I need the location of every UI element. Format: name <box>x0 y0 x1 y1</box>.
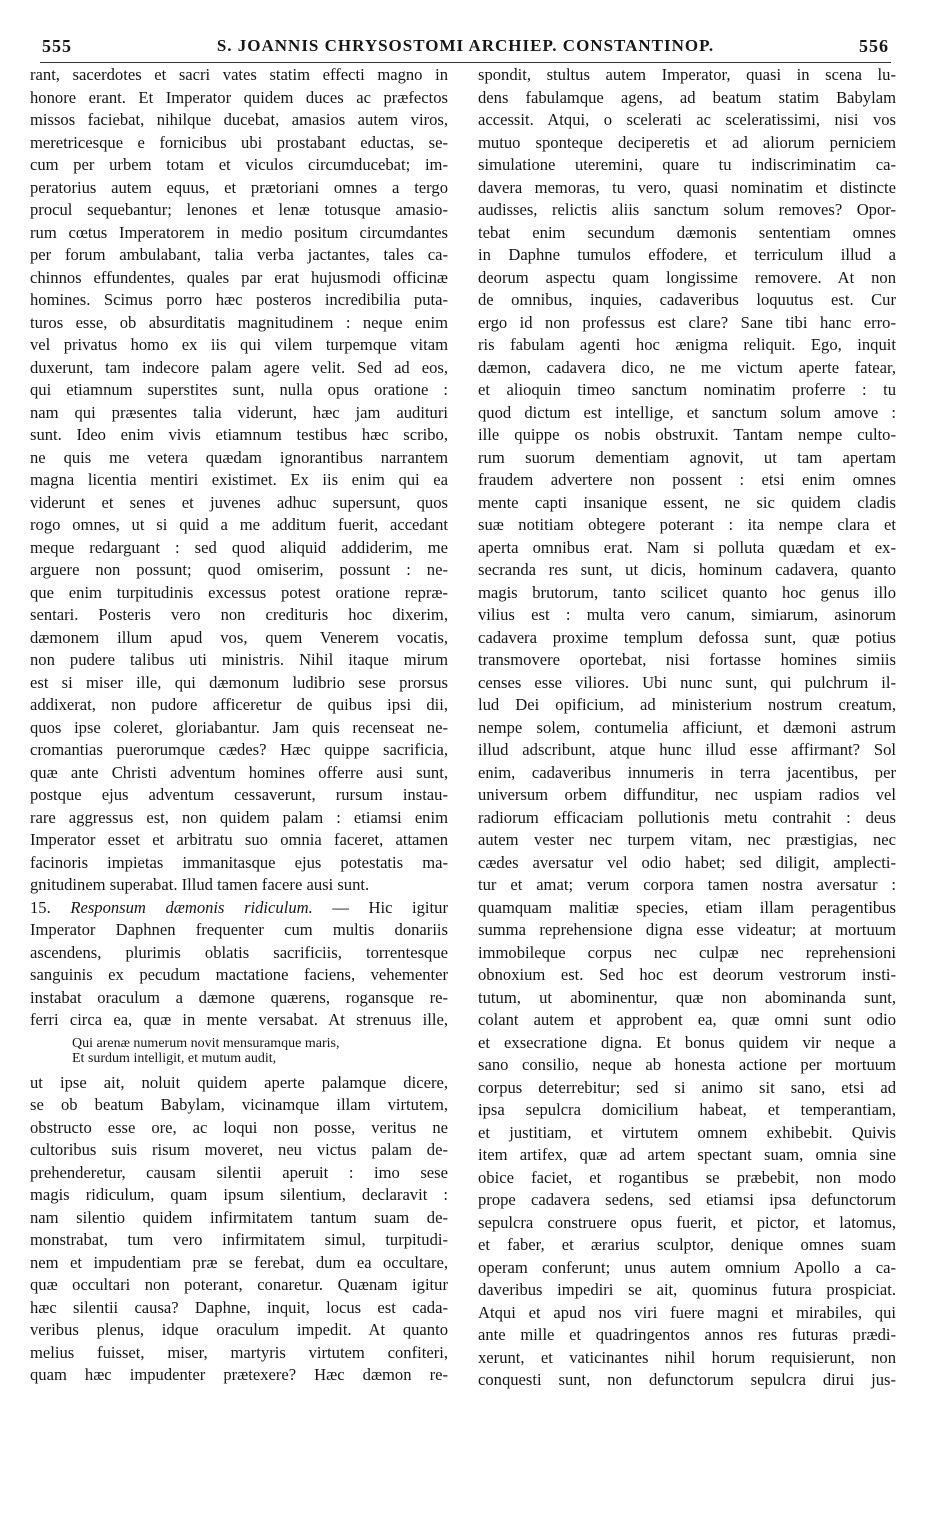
text-line: conquesti sunt, non defunctorum sepulcra dirui jus- <box>478 1370 896 1389</box>
running-header <box>40 36 891 63</box>
text-line: rare aggressus est, non quidem palam : etiamsi enim <box>30 807 448 827</box>
text-line: cædes aversatur vel odio habet; sed diligit, amplecti- <box>478 852 896 872</box>
text-line: item artifex, quæ ad artem spectant suam, omnia sine <box>478 1145 896 1164</box>
text-line: sano consilio, neque ab honesta actione per mortuum <box>478 1055 896 1074</box>
text-line: instabat oraculum a dæmone quærens, rogansque re- <box>30 987 448 1007</box>
text-line: arguere non possunt; quod omiserim, possunt : ne- <box>30 560 448 579</box>
text-line: sanguinis ex pecudum mactatione faciens, vehementer <box>30 965 448 984</box>
text-line: magis ridiculum, quam ipsum silentium, declaravit : <box>30 1185 448 1204</box>
text-line: obice faciet, et rogantibus se præbebit, non modo <box>478 1167 896 1187</box>
text-line: postque ejus adventum cessaverunt, rursum instau- <box>30 785 448 804</box>
text-line: ut ipse ait, noluit quidem aperte palamque dicere, <box>30 1072 448 1092</box>
text-line: meretricesque e fornicibus ubi prostabant eductas, se- <box>30 132 448 152</box>
section-number: 15. <box>30 897 51 917</box>
text-line: tutum, ut abominentur, quæ non abominanda sunt, <box>478 987 896 1007</box>
text-line: obnoxium est. Sed hoc est deorum vestrorum insti- <box>478 965 896 984</box>
text-line: quod dictum est intellige, et sanctum solum amove : <box>478 402 896 422</box>
text-line: cromantias puerorumque cædes? Hæc quippe sacrificia, <box>30 740 448 759</box>
text-line: mente capti insanique essent, ne sic quidem cladis <box>478 492 896 512</box>
text-line: radiorum efficaciam pollutionis metu contrahit : deus <box>478 807 896 827</box>
text-line: operam conferunt; unus autem omnium Apollo a ca- <box>478 1257 896 1277</box>
text-line: quæ occultari non poterant, conaretur. Quænam igitur <box>30 1275 448 1294</box>
text-line: magis brutorum, tanto scilicet quanto hoc genus illo <box>478 582 896 602</box>
right-column <box>478 64 896 1504</box>
text-line: meque redarguant : sed quod aliquid addiderim, me <box>30 537 448 557</box>
text-line: sunt. Ideo enim vivis etiamnum testibus hæc scribo, <box>30 425 448 444</box>
verse-quotation <box>30 1036 448 1066</box>
section-first-line-rest: — Hic igitur <box>332 897 448 917</box>
text-line: dens fabulamque agens, ad beatum statim Babylam <box>478 87 896 107</box>
left-column-text-a <box>30 64 448 897</box>
text-line: homines. Scimus porro hæc posteros incredibilia puta- <box>30 290 448 309</box>
text-line: peratorius autem equus, et prætoriani omnes a tergo <box>30 177 448 197</box>
text-line: daveribus impediri se ait, quominus futura prospiciat. <box>478 1280 896 1299</box>
text-line: nam silentio quidem infirmitatem tantum suam de- <box>30 1207 448 1227</box>
text-line: prope cadavera sedens, sed etiamsi ipsa defunctorum <box>478 1190 896 1209</box>
text-line: ascendens, plurimis oblatis sacrificiis, torrentesque <box>30 942 448 962</box>
text-line: ille quippe os nobis obstruxit. Tantam nempe culto- <box>478 425 896 444</box>
text-line: quos ipse coleret, gloriabantur. Jam quis recenseat ne- <box>30 717 448 737</box>
text-line: censes esse viliores. Ubi nunc sunt, qui pulchrum il- <box>478 672 896 692</box>
text-line: quamquam malitiæ species, etiam illam peragentibus <box>478 897 896 917</box>
text-line: rant, sacerdotes et sacri vates statim effecti magno in <box>30 65 448 84</box>
left-column <box>30 64 448 1504</box>
text-line: cadavera proxime templum defossa sunt, quæ potius <box>478 627 896 647</box>
text-line: illud adscribunt, atque hunc illud esse affirmant? Sol <box>478 740 896 759</box>
text-line: mutuo sponteque deciperetis et ad aliorum perniciem <box>478 132 896 152</box>
text-line: autem vester nec turpem vitam, nec præstigias, nec <box>478 830 896 849</box>
text-line: honore erant. Et Imperator quidem duces ac præfectos <box>30 87 448 107</box>
text-line: hæc silentii causa? Daphne, inquit, locus est cada- <box>30 1297 448 1317</box>
text-line: summa reprehensione digna esse videatur; at mortuum <box>478 920 896 939</box>
text-line: chinnos effundentes, quales par erat hujusmodi officinæ <box>30 267 448 287</box>
text-line: et faber, et ærarius sculptor, denique omnes suam <box>478 1235 896 1254</box>
text-line: duxerunt, tam indecore palam agere velit. Sed ad eos, <box>30 357 448 377</box>
text-line: colant autem et approbent ea, quæ omni sunt odio <box>478 1010 896 1029</box>
text-line: qui etiamnum superstites sunt, nulla opus oratione : <box>30 380 448 399</box>
text-line: dæmon, cadavera dico, ne me victum aperte fatear, <box>478 357 896 377</box>
text-line: secranda res sunt, ut dicis, hominum cadavera, quanto <box>478 560 896 579</box>
text-line: tebat enim secundum dæmonis sententiam omnes <box>478 222 896 242</box>
text-line: xerunt, et vaticinantes nihil horum requisierunt, non <box>478 1347 896 1367</box>
text-line: Imperator esset et arbitratu suo omnia faceret, attamen <box>30 830 448 849</box>
text-line: vilius est : multa vero canum, simiarum, asinorum <box>478 605 896 624</box>
verse-line: Qui arenæ numerum novit mensuramque maris, <box>72 1035 340 1051</box>
text-line: nempe solem, contumelia afficiunt, et dæmoni astrum <box>478 717 896 737</box>
text-line: est si miser ille, qui dæmonum ludibrio sese prorsus <box>30 672 448 692</box>
text-line: accessit. Atqui, o scelerati ac sceleratissimi, nisi vos <box>478 110 896 129</box>
text-line: suæ notitiam obtegere poterant : ita nempe clara et <box>478 515 896 534</box>
section-title: Responsum dæmonis ridiculum. <box>70 897 313 917</box>
text-line: melius fuisset, miser, martyris virtutem confiteri, <box>30 1342 448 1362</box>
text-line: nem et impudentiam præ se ferebat, dum ea occultare, <box>30 1252 448 1272</box>
text-line: gnitudinem superabat. Illud tamen facere ausi sunt. <box>30 875 370 894</box>
text-line: simulatione uteremini, quare tu indiscriminatim ca- <box>478 155 896 174</box>
text-line: magna licentia mentiri existimet. Ex iis enim qui ea <box>30 470 448 489</box>
text-line: rogo omnes, ut si quid a me additum fuerit, accedant <box>30 515 448 534</box>
page-number-left: 555 <box>42 36 72 56</box>
text-line: non pudere talibus uti ministris. Nihil itaque mirum <box>30 650 448 669</box>
text-line: audisses, relictis aliis sanctum solum removes? Opor- <box>478 200 896 219</box>
text-line: sentari. Posteris vero non credituris hoc dixerim, <box>30 605 448 624</box>
text-line: immobileque corpus nec culpæ nec reprehensioni <box>478 942 896 962</box>
text-line: quæ ante Christi adventum homines offerre ausi sunt, <box>30 762 448 782</box>
text-line: addixerat, non pudore afficeretur de quibus ipsi dii, <box>30 695 448 714</box>
text-line: se ob beatum Babylam, vicinamque illam virtutem, <box>30 1095 448 1114</box>
text-line: procul sequebantur; lenones et lenæ totusque amasio- <box>30 200 448 219</box>
text-line: Atqui et apud nos viri fuere magni et mirabiles, qui <box>478 1302 896 1322</box>
text-line: rum suorum dementiam agnovit, ut tam apertam <box>478 447 896 467</box>
text-line: et justitiam, et virtutem omnem exhibebit. Quivis <box>478 1122 896 1142</box>
text-line: facinoris impietas immanitasque ejus potestatis ma- <box>30 852 448 872</box>
text-line: sepulcra construere opus fuerit, et pictor, et latomus, <box>478 1212 896 1232</box>
text-line: cultoribus suis risum moveret, neu victus palam de- <box>30 1140 448 1159</box>
text-line: et alioquin timeo sanctum nominatim proferre : tu <box>478 380 896 399</box>
text-line: missos faciebat, nihilque ducebat, amasios autem viros, <box>30 110 448 129</box>
text-line: aperta omnibus erat. Nam si polluta quædam et ex- <box>478 537 896 557</box>
verse-line: Et surdum intelligit, et mutum audit, <box>72 1050 277 1066</box>
text-line: in Daphne tumulos effodere, et terriculum illud a <box>478 245 896 264</box>
text-line: nam qui præsentes talia viderunt, hæc jam audituri <box>30 402 448 422</box>
text-line: per forum ambulabant, talia verba jactantes, tales ca- <box>30 245 448 264</box>
text-line: prehenderetur, causam silentii aperuit : imo sese <box>30 1162 448 1182</box>
text-line: ne quis me vetera quædam ignorantibus narrantem <box>30 447 448 467</box>
text-line: lud Dei opificium, ad ministerium nostrum creatum, <box>478 695 896 714</box>
text-line: deorum aspectu quam longissime removere. At non <box>478 267 896 287</box>
left-column-text-b <box>30 919 448 1032</box>
text-line: vel privatus homo ex iis qui vilem turpemque vitam <box>30 335 448 354</box>
text-line: ferri circa ea, quæ in mente versabat. At strenuus ille, <box>30 1010 448 1029</box>
text-line: ris fabulam agenti hoc ænigma reliquit. Ego, inquit <box>478 335 896 354</box>
text-line: Imperator Daphnen frequenter cum multis donariis <box>30 920 448 939</box>
text-line: transmovere oportebat, nisi fortasse homines simiis <box>478 650 896 669</box>
text-line: rum cœtus Imperatorem in medio positum circumdantes <box>30 222 448 242</box>
text-line: de omnibus, inquies, cadaveribus loquutus est. Cur <box>478 290 896 309</box>
text-line: monstrabat, tum vero infirmitatem simul, turpitudi- <box>30 1230 448 1249</box>
text-line: davera memoras, tu vero, quasi nominatim et distincte <box>478 177 896 197</box>
text-line: spondit, stultus autem Imperator, quasi in scena lu- <box>478 65 896 84</box>
left-column-text-c <box>30 1072 448 1387</box>
text-line: quam hæc impudenter prætexere? Hæc dæmon re- <box>30 1365 448 1384</box>
page-number-right: 556 <box>859 36 889 56</box>
section-heading-line <box>30 897 448 920</box>
text-line: ante mille et quadringentos annos res futuras prædi- <box>478 1325 896 1344</box>
text-line: corpus deterrebitur; sed si animo sit sano, etsi ad <box>478 1077 896 1097</box>
text-line: enim, cadaveribus innumeris in terra jacentibus, per <box>478 762 896 782</box>
text-line: universum orbem diffunditur, nec uspiam radios vel <box>478 785 896 804</box>
text-line: tur et amat; verum corpora tamen nostra aversatur : <box>478 875 896 894</box>
text-line: fraudem advertere non possent : etsi enim omnes <box>478 470 896 489</box>
running-title: S. JOANNIS CHRYSOSTOMI ARCHIEP. CONSTANTINOP. <box>216 36 715 55</box>
text-line: viderunt et senes et juvenes adhuc supersunt, quos <box>30 492 448 512</box>
text-line: cum per urbem totam et viculos circumducebat; im- <box>30 155 448 174</box>
text-line: obstructo esse ore, ac loqui non posse, veritus ne <box>30 1117 448 1137</box>
text-line: ipsa sepulcra domicilium habeat, et temperantiam, <box>478 1100 896 1119</box>
text-line: dæmonem illum apud vos, quem Venerem vocatis, <box>30 627 448 647</box>
text-line: veribus plenus, idque oraculum impedit. At quanto <box>30 1320 448 1339</box>
text-line: ergo id non professus est clare? Sane tibi hanc erro- <box>478 312 896 332</box>
text-line: et exsecratione digna. Et bonus quidem vir neque a <box>478 1032 896 1052</box>
text-line: turos esse, ob absurditatis magnitudinem : neque enim <box>30 312 448 332</box>
text-line: que enim turpitudinis excessus potest oratione repræ- <box>30 582 448 602</box>
